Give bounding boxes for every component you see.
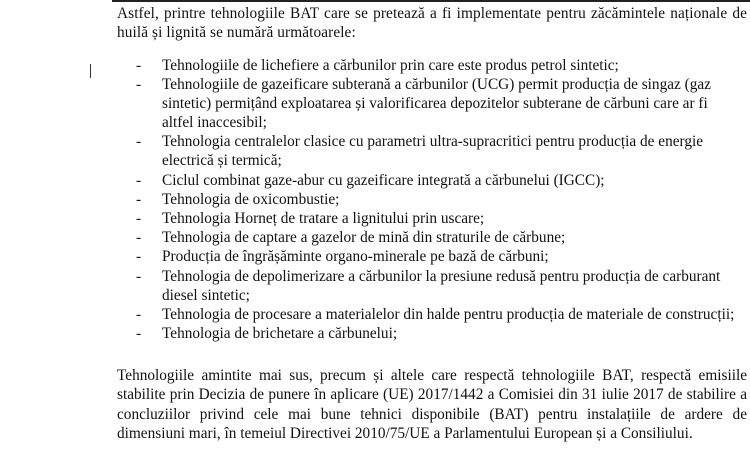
closing-paragraph: Tehnologiile amintite mai sus, precum și altele care respectă tehnologiile BAT, respectă emisiile stabilite prin Decizia de punere în aplicare (UE) 2017/1442 a Comisiei din 31 iulie 2017 de stabilire a concluziilor privind cele mai bune tehnici disponibile (BAT) pentru instalațiile de ardere de dimensiuni mari, în temeiul Directivei 2010/75/UE a Parlamentului European și a Consiliului. bbox=[117, 367, 747, 442]
list-item bbox=[130, 267, 740, 305]
margin-mark bbox=[90, 64, 91, 78]
list-bullet: - bbox=[136, 229, 142, 247]
list-item-text: Tehnologiile de lichefiere a cărbunilor prin care este produs petrol sintetic; bbox=[162, 57, 619, 74]
list-item-text: Tehnologia Horneț de tratare a lignitului prin uscare; bbox=[162, 209, 485, 227]
list-item bbox=[130, 171, 740, 190]
list-item-text: Tehnologia de brichetare a cărbunelui; bbox=[162, 324, 398, 342]
list-item bbox=[130, 209, 740, 228]
list-bullet: - bbox=[136, 57, 142, 74]
list-bullet: - bbox=[136, 267, 142, 285]
list-item-text: Ciclul combinat gaze-abur cu gazeificare integrată a cărbunelui (IGCC); bbox=[162, 171, 605, 189]
list-bullet: - bbox=[136, 76, 142, 94]
intro-paragraph: Astfel, printre tehnologiile BAT care se pretează a fi implementate pentru zăcămintele naționale de huilă și lignită se numără următoarele: bbox=[117, 5, 747, 41]
list-item-text: Tehnologiile de gazeificare subterană a cărbunilor (UCG) permit producția de singaz (gaz sintetic) permițând exploatarea și valorificarea depozitelor subterane de cărbuni care ar fi altfel inaccesibil; bbox=[162, 76, 711, 132]
bat-technologies-list bbox=[130, 56, 740, 343]
list-item-text: Tehnologia de depolimerizare a cărbunilor la presiune redusă pentru producția de carburant diesel sintetic; bbox=[162, 267, 721, 304]
list-item bbox=[130, 75, 740, 132]
list-bullet: - bbox=[136, 324, 142, 342]
list-item-text: Tehnologia de procesare a materialelor din halde pentru producția de materiale de construcții; bbox=[162, 305, 735, 323]
list-bullet: - bbox=[136, 248, 142, 266]
list-bullet: - bbox=[136, 305, 142, 323]
list-bullet: - bbox=[136, 133, 142, 151]
list-item bbox=[130, 247, 740, 266]
list-item bbox=[130, 132, 740, 170]
list-item bbox=[130, 324, 740, 343]
top-border-line bbox=[112, 0, 750, 2]
list-item bbox=[130, 190, 740, 209]
list-item-text: Tehnologia de captare a gazelor de mină din straturile de cărbune; bbox=[162, 229, 566, 247]
list-item bbox=[130, 228, 740, 247]
list-item bbox=[130, 305, 740, 324]
list-item-text: Tehnologia centralelor clasice cu parametri ultra-supracritici pentru producția de energie electrică și termică; bbox=[162, 133, 704, 170]
list-bullet: - bbox=[136, 171, 142, 189]
list-item-text: Tehnologia de oxicombustie; bbox=[162, 190, 340, 208]
list-bullet: - bbox=[136, 209, 142, 227]
list-item bbox=[130, 56, 740, 75]
list-item-text: Producția de îngrășăminte organo-minerale pe bază de cărbuni; bbox=[162, 248, 549, 266]
list-bullet: - bbox=[136, 190, 142, 208]
